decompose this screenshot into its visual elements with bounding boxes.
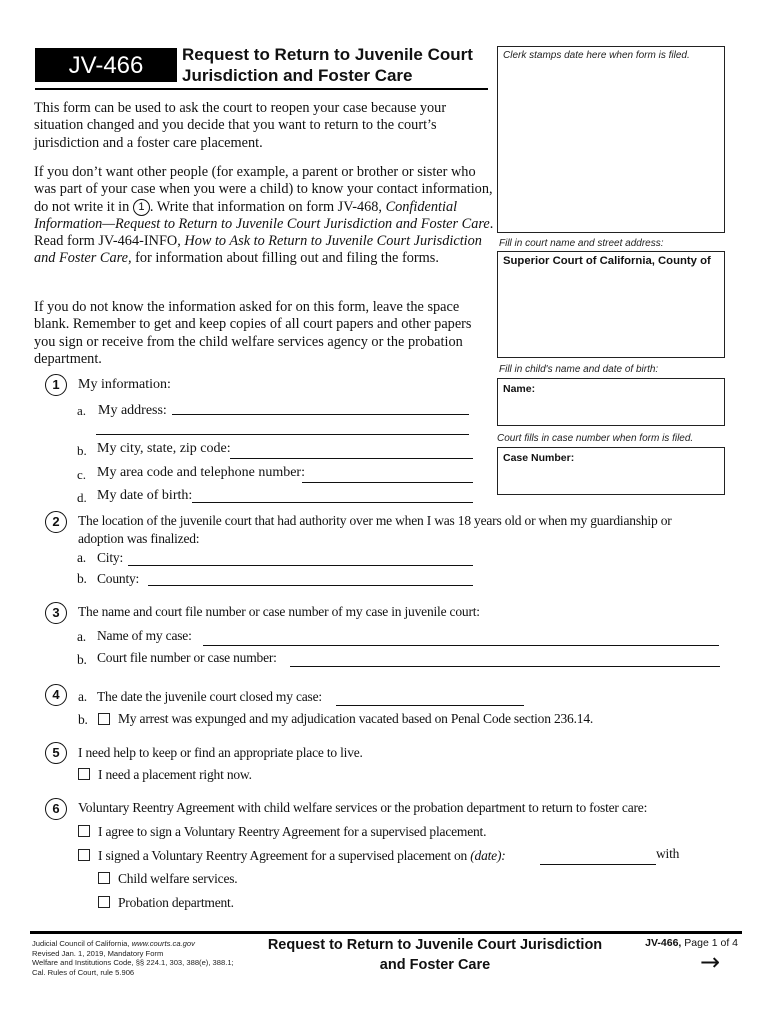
- clerk-stamp-box: [497, 46, 725, 233]
- address-label: My address:: [98, 403, 167, 418]
- section-6-number: 6: [45, 798, 67, 820]
- date-of-birth-label: My date of birth:: [97, 488, 193, 503]
- case-number-label: Case Number:: [503, 452, 575, 464]
- section-4b-letter: b.: [78, 712, 88, 727]
- form-title: [182, 44, 492, 86]
- address-input-line1[interactable]: [172, 414, 469, 415]
- footer-citation: Judicial Council of California, www.courts.ca.gov Revised Jan. 1, 2019, Mandatory Form Welfare and Institutions Code, §§ 224.1, 303, 388(e), 388.1; Cal. Rules of Court, rule 5.906: [32, 939, 234, 977]
- section-4-number: 4: [45, 684, 67, 706]
- section-3-title: The name and court file number or case number of my case in juvenile court:: [78, 604, 480, 619]
- section-4a-letter: a.: [78, 689, 87, 704]
- county-label: County:: [97, 571, 140, 586]
- next-page-arrow-icon[interactable]: →: [700, 948, 721, 976]
- expunged-label: My arrest was expunged and my adjudication vacated based on Penal Code section 236.14.: [118, 711, 594, 726]
- address-input-line2[interactable]: [96, 434, 469, 435]
- probation-label: Probation department.: [118, 895, 234, 910]
- phone-label: My area code and telephone number:: [97, 465, 305, 480]
- footer-title: Request to Return to Juvenile Court Jurisdiction and Foster Care: [267, 937, 603, 973]
- signed-agreement-label: I signed a Voluntary Reentry Agreement for a supervised placement on (date):: [98, 848, 506, 863]
- placement-now-checkbox[interactable]: [78, 768, 90, 780]
- phone-input[interactable]: [302, 482, 473, 483]
- clerk-stamp-label: Clerk stamps date here when form is filed.: [503, 50, 690, 61]
- item-1-reference-icon: 1: [133, 199, 150, 216]
- intro-paragraph-1: This form can be used to ask the court to reopen your case because your situation changed and you decide that you want to return to the court’s jurisdiction and a foster care placement.: [34, 100, 447, 151]
- court-address-field[interactable]: [497, 251, 725, 358]
- case-name-input[interactable]: [203, 645, 719, 646]
- section-2b-letter: b.: [77, 571, 87, 586]
- footer-divider: [30, 931, 742, 934]
- child-info-label: Fill in child's name and date of birth:: [499, 364, 659, 375]
- section-2a-letter: a.: [77, 550, 86, 565]
- section-5-title: I need help to keep or find an appropriate place to live.: [78, 745, 363, 760]
- expunged-checkbox[interactable]: [98, 713, 110, 725]
- child-welfare-checkbox[interactable]: [98, 872, 110, 884]
- form-id-badge: JV-466: [35, 48, 177, 82]
- section-1d-letter: d.: [77, 490, 87, 505]
- section-1a-letter: a.: [77, 403, 87, 418]
- case-name-label: Name of my case:: [97, 628, 192, 643]
- case-number-field[interactable]: [497, 447, 725, 495]
- footer-form-id: JV-466,: [645, 937, 682, 949]
- case-closed-date-input[interactable]: [336, 705, 524, 706]
- form-jv464-info-title: How to Ask to Return to Juvenile Court Jurisdiction and Foster Care,: [34, 233, 482, 267]
- signed-date-input[interactable]: [540, 864, 656, 865]
- signed-agreement-checkbox[interactable]: [78, 849, 90, 861]
- court-name-text: Superior Court of California, County of: [503, 255, 711, 267]
- section-3b-letter: b.: [77, 652, 87, 667]
- probation-checkbox[interactable]: [98, 896, 110, 908]
- section-2-title-line1: The location of the juvenile court that had authority over me when I was 18 years old or when my guardianship or: [78, 513, 672, 528]
- court-address-label: Fill in court name and street address:: [499, 238, 664, 249]
- section-1-title: My information:: [78, 377, 171, 392]
- intro-paragraph-3: If you do not know the information asked for on this form, leave the space blank. Remember to get and keep copies of all court papers and other papers you sign or receive from the child welfare services agency or the probation department.: [34, 299, 472, 367]
- form-jv468-title: Confidential Information—Request to Return to Juvenile Court Jurisdiction and Foster Care: [34, 198, 490, 232]
- section-2-title-line2: adoption was finalized:: [78, 531, 200, 546]
- intro-paragraph-2: If you don’t want other people (for example, a parent or brother or sister who was part of your case when you were a child) to know your contact information, do not write it in 1 . Write that information on form JV-468, Confidential Information—Request to Return to Juvenile Court Jurisdiction and Foster Care. Read form JV-464-INFO, How to Ask to Return to Juvenile Court Jurisdiction and Foster Care, for information about filling out and filing the forms.: [34, 164, 494, 267]
- section-1b-letter: b.: [77, 443, 87, 458]
- header-divider: [35, 88, 488, 90]
- county-input[interactable]: [148, 585, 473, 586]
- page-number: Page 1 of 4: [681, 937, 738, 949]
- section-3a-letter: a.: [77, 629, 86, 644]
- case-number-note: Court fills in case number when form is filed.: [497, 433, 694, 444]
- section-6-title: Voluntary Reentry Agreement with child welfare services or the probation department to return to foster care:: [78, 800, 648, 815]
- form-title-line2: Jurisdiction and Foster Care: [182, 66, 413, 85]
- city-state-zip-label: My city, state, zip code:: [97, 441, 231, 456]
- court-file-number-input[interactable]: [290, 666, 720, 667]
- city-state-zip-input[interactable]: [230, 458, 473, 459]
- court-file-number-label: Court file number or case number:: [97, 650, 277, 665]
- date-label: (date):: [470, 848, 506, 863]
- case-closed-date-label: The date the juvenile court closed my case:: [97, 689, 322, 704]
- child-name-field[interactable]: [497, 378, 725, 426]
- courts-website-link[interactable]: www.courts.ca.gov: [131, 939, 195, 948]
- city-label: City:: [97, 550, 124, 565]
- city-input[interactable]: [128, 565, 473, 566]
- placement-now-label: I need a placement right now.: [98, 767, 252, 782]
- section-1-number: 1: [45, 374, 67, 396]
- section-3-number: 3: [45, 602, 67, 624]
- child-welfare-label: Child welfare services.: [118, 871, 238, 886]
- with-label: with: [656, 846, 680, 861]
- form-title-line1: Request to Return to Juvenile Court: [182, 45, 473, 64]
- section-1c-letter: c.: [77, 467, 87, 482]
- agree-to-sign-checkbox[interactable]: [78, 825, 90, 837]
- section-2-number: 2: [45, 511, 67, 533]
- date-of-birth-input[interactable]: [192, 502, 473, 503]
- agree-to-sign-label: I agree to sign a Voluntary Reentry Agreement for a supervised placement.: [98, 824, 487, 839]
- section-5-number: 5: [45, 742, 67, 764]
- name-label: Name:: [503, 383, 536, 395]
